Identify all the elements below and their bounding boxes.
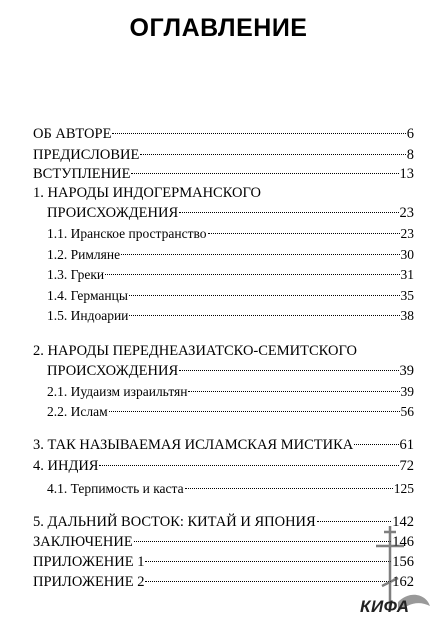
- toc-entry-chapter1[interactable]: [47, 203, 414, 223]
- watermark-logo-text: КИФА: [360, 597, 410, 616]
- toc-entry-2-2[interactable]: [47, 402, 414, 422]
- toc-leader-dots: [140, 153, 405, 155]
- toc-page-number: 38: [400, 308, 414, 323]
- toc-label: 1.1. Иранское пространство: [47, 226, 207, 241]
- toc-page-number: 31: [400, 267, 414, 282]
- toc-page-number: 8: [406, 147, 414, 163]
- toc-page-number: 39: [400, 384, 414, 399]
- toc-page-number: 30: [400, 247, 414, 262]
- toc-leader-dots: [109, 410, 400, 412]
- toc-leader-dots: [112, 132, 405, 134]
- toc-label: 2.2. Ислам: [47, 404, 108, 419]
- toc-label: 2.1. Иудаизм израильтян: [47, 384, 188, 399]
- toc-label: 4.1. Терпимость и каста: [47, 481, 184, 496]
- toc-entry-chapter4[interactable]: [33, 456, 414, 476]
- toc-label: 4. ИНДИЯ: [33, 458, 99, 474]
- toc-entry-conclusion[interactable]: [33, 532, 414, 552]
- toc-leader-dots: [145, 560, 391, 562]
- toc-label: 2. НАРОДЫ ПЕРЕДНЕАЗИАТСКО-СЕМИТСКОГО: [33, 343, 357, 359]
- toc-entry-1-3[interactable]: [47, 265, 414, 285]
- toc-page-number: 156: [392, 554, 414, 570]
- toc-entry-chapter1-line1[interactable]: [33, 183, 414, 203]
- toc-entry-introduction[interactable]: [33, 164, 414, 184]
- toc-leader-dots: [134, 540, 392, 542]
- toc-leader-dots: [145, 580, 391, 582]
- toc-leader-dots: [105, 273, 399, 275]
- toc-label: 1.5. Индоарии: [47, 308, 129, 323]
- toc-entry-1-5[interactable]: [47, 306, 414, 326]
- toc-leader-dots: [354, 443, 398, 445]
- toc-label: 5. ДАЛЬНИЙ ВОСТОК: КИТАЙ И ЯПОНИЯ: [33, 514, 316, 530]
- toc-label: 1. НАРОДЫ ИНДОГЕРМАНСКОГО: [33, 185, 261, 201]
- toc-page-number: 72: [399, 458, 414, 474]
- toc-entry-1-4[interactable]: [47, 286, 414, 306]
- toc-leader-dots: [99, 464, 398, 466]
- toc-page-number: 125: [393, 481, 414, 496]
- toc-label: ПРОИСХОЖДЕНИЯ: [47, 363, 179, 379]
- toc-entry-chapter2[interactable]: [47, 361, 414, 381]
- toc-page-number: 61: [399, 437, 414, 453]
- toc-page-number: 23: [400, 226, 414, 241]
- toc-page-number: 6: [406, 126, 414, 142]
- toc-entry-1-1[interactable]: [47, 224, 414, 244]
- toc-label: ПРИЛОЖЕНИЕ 1: [33, 554, 145, 570]
- toc-leader-dots: [129, 314, 399, 316]
- toc-label: ПРЕДИСЛОВИЕ: [33, 147, 140, 163]
- toc-leader-dots: [185, 487, 393, 489]
- toc-leader-dots: [188, 390, 399, 392]
- toc-entry-2-1[interactable]: [47, 382, 414, 402]
- toc-page-number: 146: [392, 534, 414, 550]
- toc-entry-preface[interactable]: [33, 145, 414, 165]
- toc-page-number: 13: [399, 166, 414, 182]
- toc-entry-about-author[interactable]: [33, 124, 414, 144]
- toc-entry-appendix-2[interactable]: [33, 572, 414, 592]
- toc-entry-chapter2-line1[interactable]: [33, 341, 414, 361]
- toc-entry-1-2[interactable]: [47, 245, 414, 265]
- toc-entry-chapter5[interactable]: [33, 512, 414, 532]
- toc-leader-dots: [121, 253, 399, 255]
- toc-label: 3. ТАК НАЗЫВАЕМАЯ ИСЛАМСКАЯ МИСТИКА: [33, 437, 354, 453]
- toc-page-number: 142: [392, 514, 414, 530]
- toc-label: 1.4. Германцы: [47, 288, 128, 303]
- toc-leader-dots: [131, 172, 398, 174]
- toc-label: ОБ АВТОРЕ: [33, 126, 112, 142]
- toc-page-number: 39: [399, 363, 414, 379]
- toc-entry-4-1[interactable]: [47, 479, 414, 499]
- toc-label: ВСТУПЛЕНИЕ: [33, 166, 131, 182]
- toc-label: 1.2. Римляне: [47, 247, 121, 262]
- toc-label: 1.3. Греки: [47, 267, 105, 282]
- toc-label: ЗАКЛЮЧЕНИЕ: [33, 534, 133, 550]
- toc-label: ПРИЛОЖЕНИЕ 2: [33, 574, 145, 590]
- toc-leader-dots: [208, 232, 400, 234]
- toc-page-number: 35: [400, 288, 414, 303]
- toc-page-number: 56: [400, 404, 414, 419]
- toc-leader-dots: [179, 369, 398, 371]
- page-title: ОГЛАВЛЕНИЕ: [129, 14, 308, 42]
- toc-entry-chapter3[interactable]: [33, 435, 414, 455]
- toc-page-number: 23: [399, 205, 414, 221]
- toc-leader-dots: [129, 294, 400, 296]
- toc-leader-dots: [179, 211, 398, 213]
- toc-label: ПРОИСХОЖДЕНИЯ: [47, 205, 179, 221]
- toc-page-number: 162: [392, 574, 414, 590]
- toc-entry-appendix-1[interactable]: [33, 552, 414, 572]
